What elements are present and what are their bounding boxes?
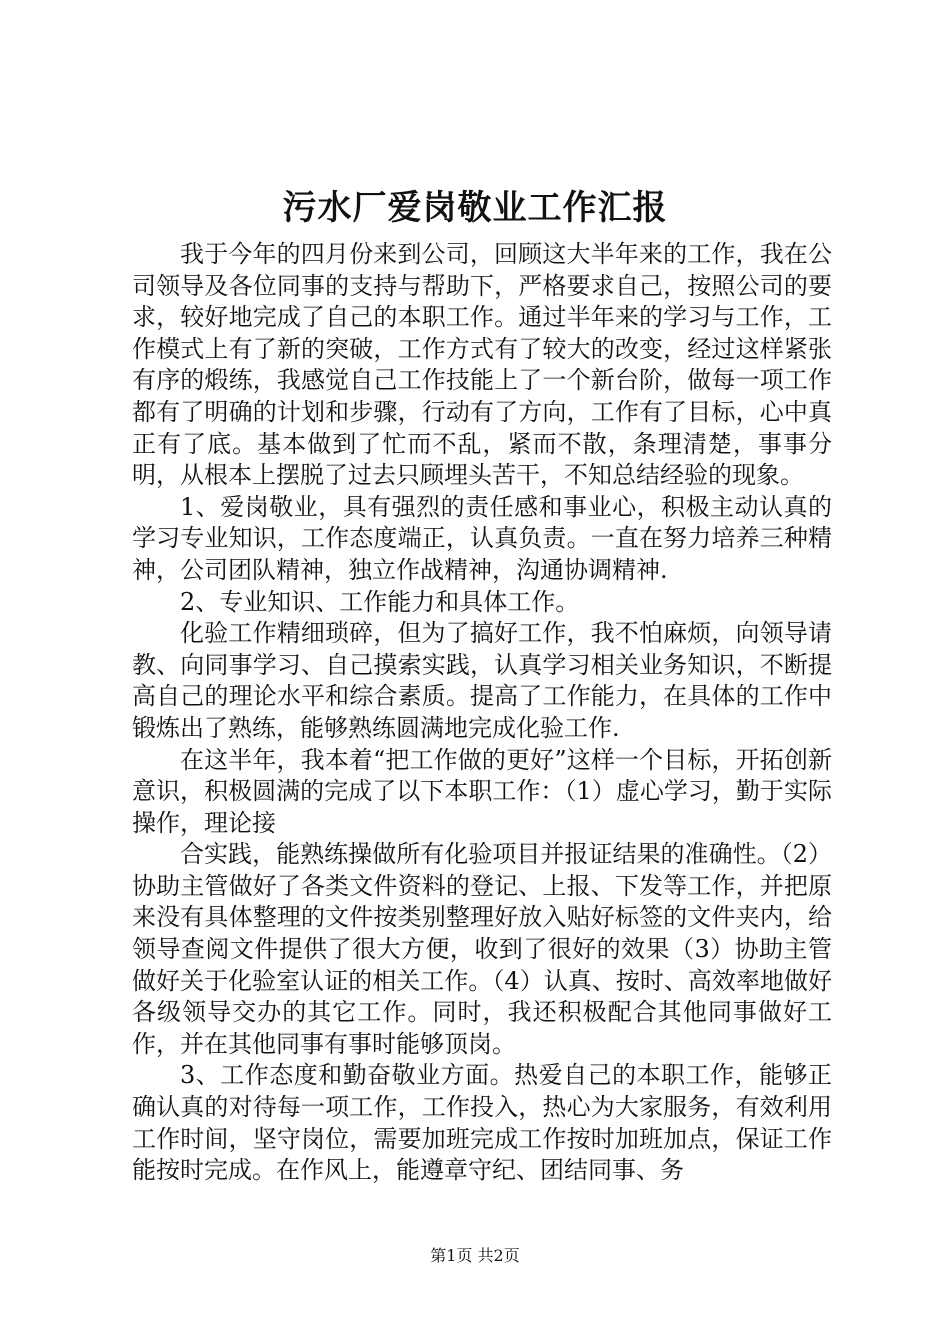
paragraph-lab-work: 化验工作精细琐碎，但为了搞好工作，我不怕麻烦，向领导请教、向同事学习、自己摸索实践，认真学习相关业务知识，不断提高自己的理论水平和综合素质。提高了工作能力，在具体的工作中锻炼出了熟练，能够熟练圆满地完成化验工作.: [132, 619, 832, 742]
paragraph-item-2-heading: 2、专业知识、工作能力和具体工作。: [180, 587, 580, 616]
paragraph-item-1: 1、爱岗敬业，具有强烈的责任感和事业心，积极主动认真的学习专业知识，工作态度端正，认真负责。一直在努力培养三种精神，公司团队精神，独立作战精神，沟通协调精神.: [132, 492, 832, 584]
paragraph-duties: 合实践，能熟练操做所有化验项目并报证结果的准确性。（2）协助主管做好了各类文件资料的登记、上报、下发等工作，并把原来没有具体整理的文件按类别整理好放入贴好标签的文件夹内，给领导查阅文件提供了很大方便，收到了很好的效果（3）协助主管做好关于化验室认证的相关工作。（4）认真、按时、高效率地做好各级领导交办的其它工作。同时，我还积极配合其他同事做好工作，并在其他同事有事时能够顶岗。: [132, 840, 832, 1058]
paragraph-intro: 我于今年的四月份来到公司，回顾这大半年来的工作，我在公司领导及各位同事的支持与帮助下，严格要求自己，按照公司的要求，较好地完成了自己的本职工作。通过半年来的学习与工作，工作模式上有了新的突破，工作方式有了较大的改变，经过这样紧张有序的煅练，我感觉自己工作技能上了一个新台阶，做每一项工作都有了明确的计划和步骤，行动有了方向，工作有了目标，心中真正有了底。基本做到了忙而不乱，紧而不散，条理清楚，事事分明，从根本上摆脱了过去只顾埋头苦干，不知总结经验的现象。: [132, 240, 832, 490]
page-footer: 第1页 共2页: [430, 1246, 520, 1265]
paragraph-half-year: 在这半年，我本着“把工作做的更好”这样一个目标，开拓创新意识，积极圆满的完成了以下本职工作：（1）虚心学习，勤于实际操作，理论接: [132, 745, 832, 837]
document-body: [132, 239, 832, 1187]
paragraph-item-3: 3、工作态度和勤奋敬业方面。热爱自己的本职工作，能够正确认真的对待每一项工作，工作投入，热心为大家服务，有效利用工作时间，坚守岗位，需要加班完成工作按时加班加点，保证工作能按时完成。在作风上，能遵章守纪、团结同事、务: [132, 1061, 832, 1185]
document-title: 污水厂爱岗敬业工作汇报: [282, 188, 668, 228]
